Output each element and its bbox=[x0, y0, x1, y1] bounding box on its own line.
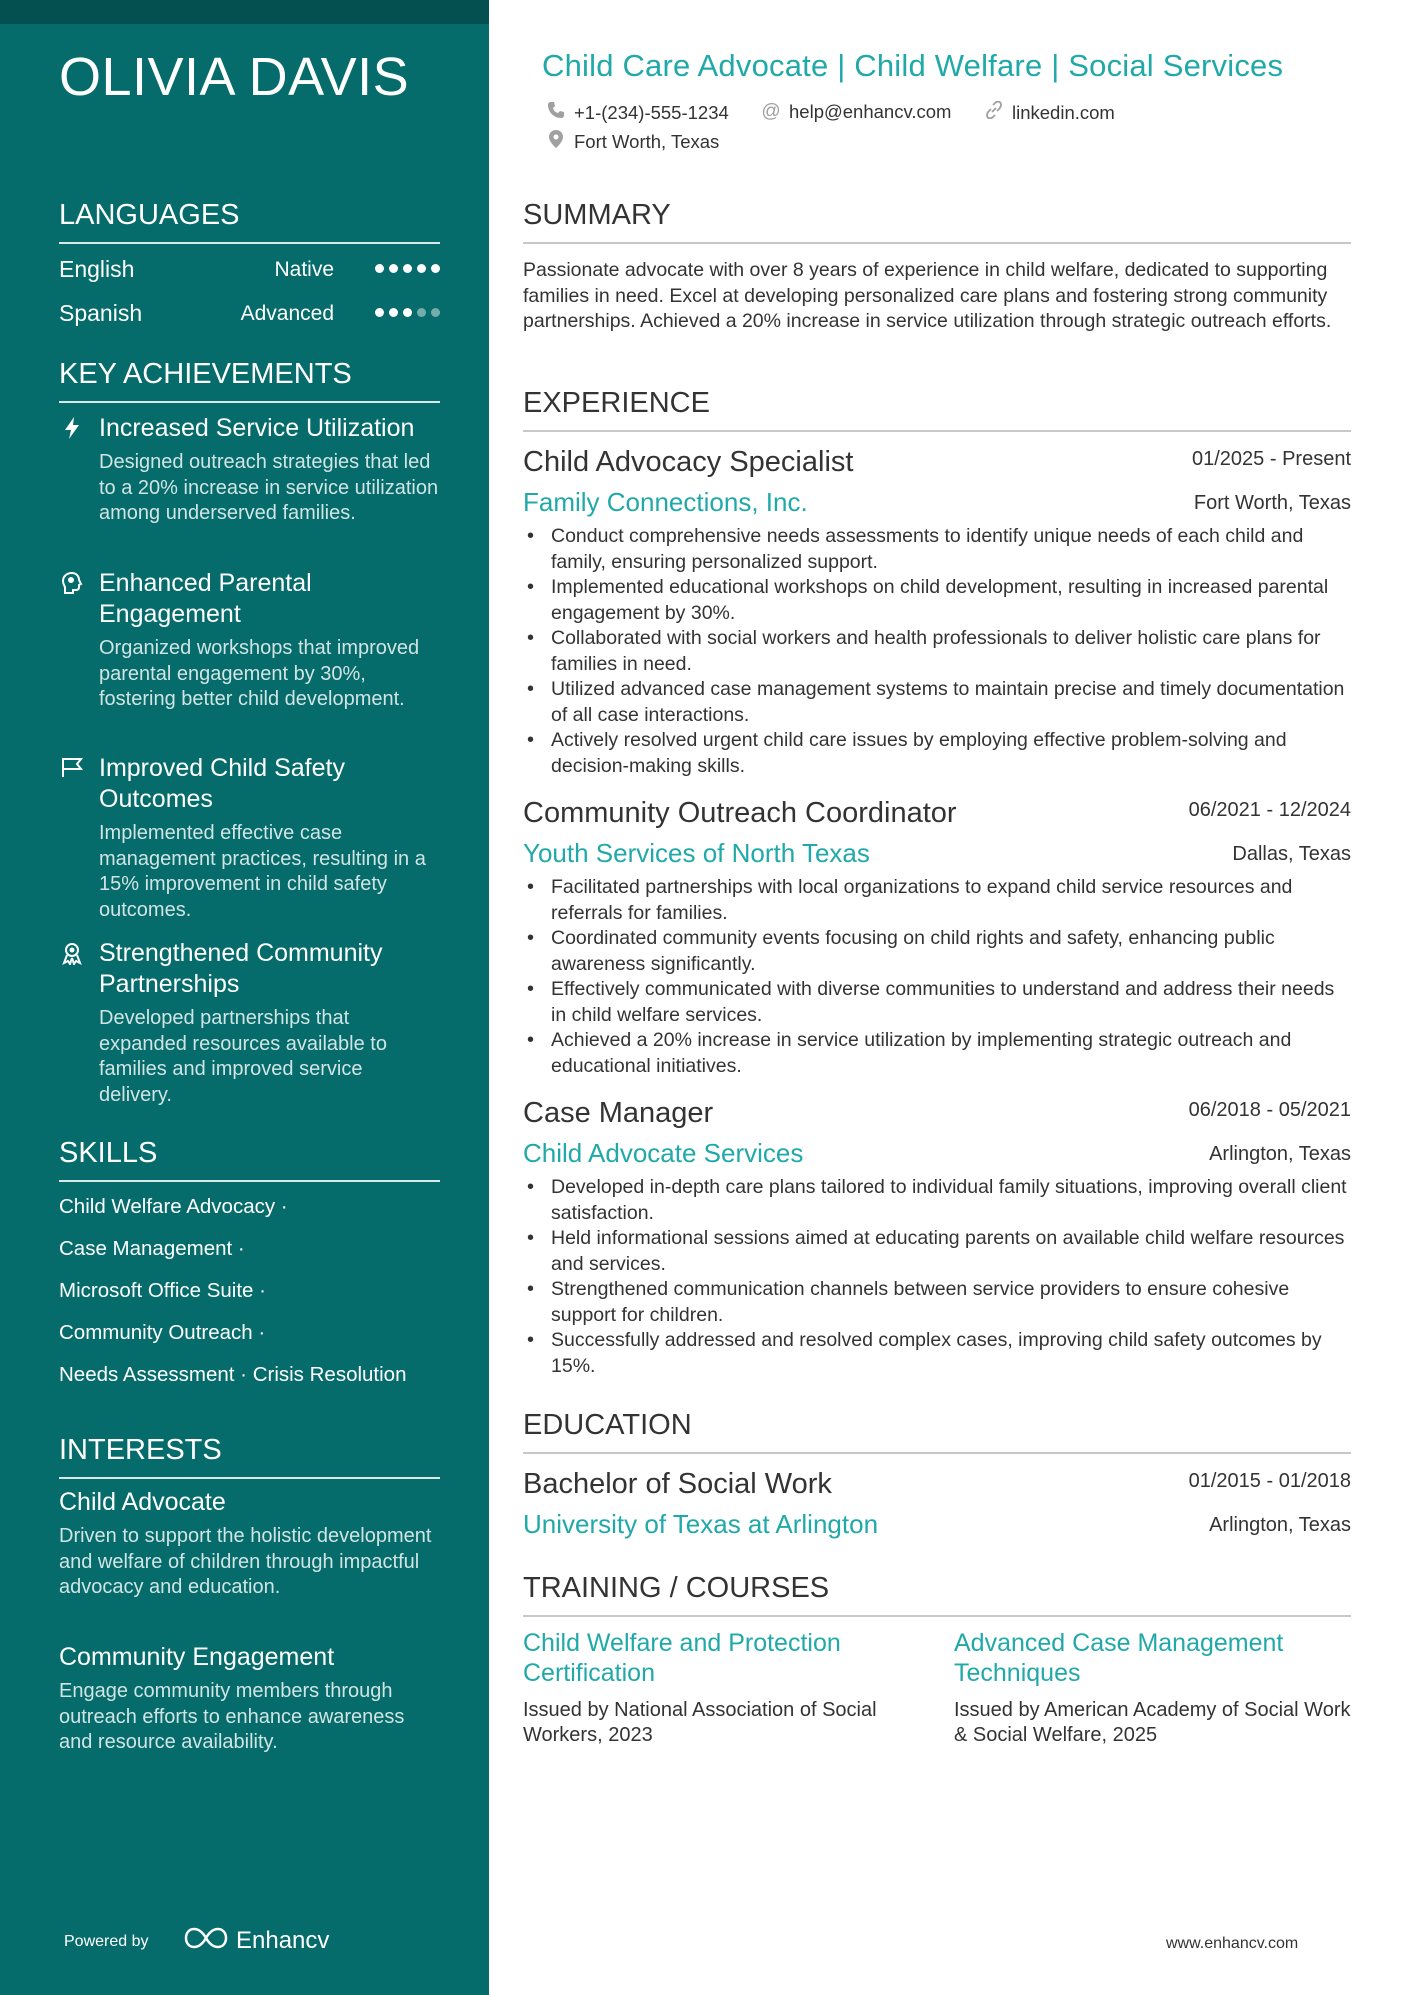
linkedin-text: linkedin.com bbox=[1012, 102, 1115, 123]
education-location: Arlington, Texas bbox=[1209, 1514, 1351, 1536]
proficiency-dot bbox=[375, 264, 384, 273]
course-item bbox=[954, 1628, 1354, 1748]
interest-item bbox=[59, 1487, 440, 1601]
at-sign-icon: @ bbox=[761, 101, 781, 122]
email-text: help@enhancv.com bbox=[789, 101, 952, 122]
achievement-title: Increased Service Utilization bbox=[99, 414, 415, 442]
bullet-item: • Strengthened communication channels between service providers to ensure cohesive support for children. bbox=[551, 1277, 1351, 1328]
skill-item: Child Welfare Advocacy · bbox=[59, 1195, 288, 1218]
enhancv-logo[interactable] bbox=[184, 1926, 329, 1956]
language-item bbox=[59, 300, 440, 334]
job-bullets bbox=[523, 524, 1351, 779]
course-item bbox=[523, 1628, 923, 1748]
contact-email[interactable] bbox=[761, 101, 951, 123]
bullet-item: • Actively resolved urgent child care issues by employing effective problem-solving and decision-making skills. bbox=[551, 728, 1351, 779]
achievement-description: Implemented effective case management practices, resulting in a 15% improvement in child safety outcomes. bbox=[99, 822, 426, 921]
experience-heading: EXPERIENCE bbox=[523, 387, 1351, 432]
achievement-description: Designed outreach strategies that led to a 20% increase in service utilization among underserved families. bbox=[99, 451, 439, 524]
proficiency-dot bbox=[375, 308, 384, 317]
sidebar-top-strip bbox=[0, 0, 489, 24]
proficiency-dot bbox=[403, 264, 412, 273]
contact-location bbox=[546, 129, 719, 155]
interest-description: Engage community members through outreach efforts to enhance awareness and resource availability. bbox=[59, 1680, 405, 1753]
course-description: Issued by National Association of Social Workers, 2023 bbox=[523, 1699, 877, 1746]
achievement-description: Organized workshops that improved parental engagement by 30%, fostering better child development. bbox=[99, 637, 420, 710]
link-icon bbox=[984, 101, 1004, 125]
achievement-description: Developed partnerships that expanded resources available to families and improved service delivery. bbox=[99, 1007, 387, 1106]
education-heading: EDUCATION bbox=[523, 1409, 1351, 1454]
phone-icon bbox=[546, 101, 566, 125]
interests-heading: INTERESTS bbox=[59, 1434, 440, 1479]
bullet-item: • Developed in-depth care plans tailored to individual family situations, improving overall client satisfaction. bbox=[551, 1175, 1351, 1226]
interest-title: Community Engagement bbox=[59, 1643, 335, 1671]
bullet-item: • Effectively communicated with diverse communities to understand and address their needs in child welfare services. bbox=[551, 977, 1351, 1028]
achievement-item bbox=[59, 938, 440, 1108]
school-name[interactable]: University of Texas at Arlington bbox=[523, 1509, 879, 1539]
contact-phone[interactable] bbox=[546, 101, 729, 125]
language-item bbox=[59, 256, 440, 290]
job-location: Fort Worth, Texas bbox=[1193, 492, 1351, 514]
bullet-item: • Achieved a 20% increase in service utilization by implementing strategic outreach and educational initiatives. bbox=[551, 1028, 1351, 1079]
language-name: Spanish bbox=[59, 300, 143, 326]
languages-heading: LANGUAGES bbox=[59, 199, 440, 244]
achievement-item bbox=[59, 753, 440, 923]
bullet-item: • Facilitated partnerships with local organizations to expand child service resources and referrals for families. bbox=[551, 875, 1351, 926]
language-proficiency-dots bbox=[375, 308, 440, 317]
job-title: Case Manager bbox=[523, 1097, 714, 1129]
language-level: Native bbox=[274, 258, 334, 281]
summary-text: Passionate advocate with over 8 years of experience in child welfare, dedicated to supporting families in need. Excel at developing personalized care plans and fostering strong community partnerships. Achieved a 20% increase in service utilization through strategic outreach efforts. bbox=[523, 259, 1332, 332]
job-title: Child Advocacy Specialist bbox=[523, 446, 854, 478]
company-name[interactable]: Youth Services of North Texas bbox=[523, 838, 870, 868]
achievement-title: Improved Child Safety Outcomes bbox=[99, 754, 345, 813]
proficiency-dot bbox=[431, 264, 440, 273]
course-description: Issued by American Academy of Social Work & Social Welfare, 2025 bbox=[954, 1699, 1351, 1746]
job-dates: 01/2025 - Present bbox=[1192, 448, 1351, 470]
education-dates: 01/2015 - 01/2018 bbox=[1188, 1470, 1351, 1492]
lightning-icon bbox=[59, 416, 85, 442]
experience-entry bbox=[523, 1095, 1351, 1379]
achievement-item bbox=[59, 568, 440, 713]
summary-heading: SUMMARY bbox=[523, 199, 1351, 244]
proficiency-dot bbox=[431, 308, 440, 317]
location-text: Fort Worth, Texas bbox=[574, 131, 720, 152]
language-name: English bbox=[59, 256, 135, 282]
degree-title: Bachelor of Social Work bbox=[523, 1468, 832, 1500]
bullet-item: • Held informational sessions aimed at educating parents on available child welfare resources and services. bbox=[551, 1226, 1351, 1277]
job-dates: 06/2018 - 05/2021 bbox=[1188, 1099, 1351, 1121]
job-title: Community Outreach Coordinator bbox=[523, 797, 957, 829]
website-link[interactable]: www.enhancv.com bbox=[1166, 1935, 1299, 1952]
bullet-item: • Conduct comprehensive needs assessments to identify unique needs of each child and family, ensuring personalized support. bbox=[551, 524, 1351, 575]
bullet-item: • Coordinated community events focusing on child rights and safety, enhancing public awareness significantly. bbox=[551, 926, 1351, 977]
location-pin-icon bbox=[546, 129, 566, 155]
achievement-item bbox=[59, 413, 440, 527]
training-heading: TRAINING / COURSES bbox=[523, 1572, 1351, 1617]
course-title: Child Welfare and Protection Certification bbox=[523, 1629, 841, 1687]
proficiency-dot bbox=[417, 264, 426, 273]
sidebar bbox=[0, 0, 489, 1995]
company-name[interactable]: Child Advocate Services bbox=[523, 1138, 804, 1168]
contact-linkedin[interactable] bbox=[984, 101, 1115, 125]
skill-item: Microsoft Office Suite · bbox=[59, 1279, 266, 1302]
proficiency-dot bbox=[389, 264, 398, 273]
interest-description: Driven to support the holistic development and welfare of children through impactful advocacy and education. bbox=[59, 1525, 432, 1598]
phone-text: +1-(234)-555-1234 bbox=[574, 102, 729, 123]
achievement-title: Enhanced Parental Engagement bbox=[99, 569, 312, 628]
skill-item: Community Outreach · bbox=[59, 1321, 266, 1344]
bullet-item: • Collaborated with social workers and health professionals to deliver holistic care plans for families in need. bbox=[551, 626, 1351, 677]
proficiency-dot bbox=[389, 308, 398, 317]
job-bullets bbox=[523, 1175, 1351, 1379]
language-level: Advanced bbox=[240, 302, 334, 325]
award-icon bbox=[59, 941, 85, 967]
head-icon bbox=[59, 571, 85, 597]
job-dates: 06/2021 - 12/2024 bbox=[1188, 799, 1351, 821]
job-location: Dallas, Texas bbox=[1232, 843, 1351, 865]
headline: Child Care Advocate | Child Welfare | Social Services bbox=[542, 48, 1284, 83]
skills-heading: SKILLS bbox=[59, 1137, 440, 1182]
proficiency-dot bbox=[417, 308, 426, 317]
infinity-logo-icon bbox=[184, 1926, 228, 1957]
brand-name: Enhancv bbox=[236, 1927, 330, 1954]
course-title: Advanced Case Management Techniques bbox=[954, 1629, 1284, 1687]
education-entry bbox=[523, 1466, 1351, 1540]
language-proficiency-dots bbox=[375, 264, 440, 273]
bullet-item: • Successfully addressed and resolved complex cases, improving child safety outcomes by 15%. bbox=[551, 1328, 1351, 1379]
bullet-item: • Implemented educational workshops on child development, resulting in increased parental engagement by 30%. bbox=[551, 575, 1351, 626]
skill-item: Case Management · bbox=[59, 1237, 245, 1260]
proficiency-dot bbox=[403, 308, 412, 317]
company-name[interactable]: Family Connections, Inc. bbox=[523, 487, 808, 517]
skill-item: Needs Assessment · Crisis Resolution bbox=[59, 1363, 407, 1386]
interest-item bbox=[59, 1642, 440, 1756]
experience-entry bbox=[523, 444, 1351, 779]
achievement-title: Strengthened Community Partnerships bbox=[99, 939, 383, 998]
bullet-item: • Utilized advanced case management systems to maintain precise and timely documentation of all case interactions. bbox=[551, 677, 1351, 728]
achievements-heading: KEY ACHIEVEMENTS bbox=[59, 358, 440, 403]
interest-title: Child Advocate bbox=[59, 1488, 226, 1516]
job-bullets bbox=[523, 875, 1351, 1079]
candidate-name: OLIVIA DAVIS bbox=[59, 47, 410, 107]
experience-entry bbox=[523, 795, 1351, 1079]
job-location: Arlington, Texas bbox=[1209, 1143, 1351, 1165]
powered-by-label: Powered by bbox=[64, 1933, 149, 1950]
flag-icon bbox=[59, 756, 85, 782]
